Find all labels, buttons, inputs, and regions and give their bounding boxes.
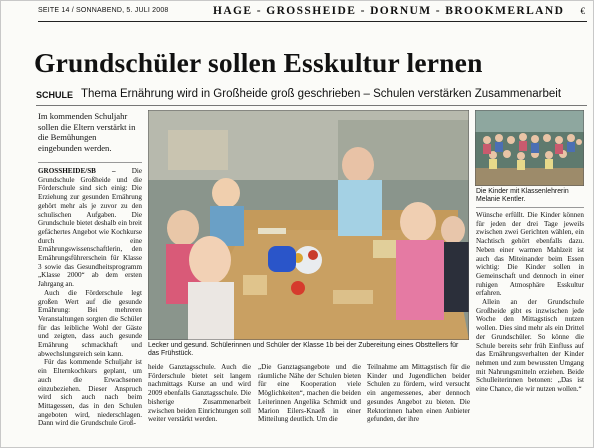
article-column-3: „Die Ganztagsangebote und die räumliche Nähe der Schulen bieten für eine Kooperation viele Möglichkeiten“, machen die beiden Leiterinnen Angelika Schmidt und Marion Eilers-Knaeß in einer Mitteilung deutlich. Um die bbox=[258, 363, 361, 424]
article-column-1 bbox=[38, 167, 142, 431]
header-divider bbox=[38, 21, 587, 22]
main-photo-caption: Lecker und gesund. Schülerinnen und Schüler der Klasse 1b bei der Zubereitung eines Obsttellers für das Frühstück. bbox=[148, 342, 459, 358]
caption-divider bbox=[476, 207, 584, 208]
column-5-paragraph-2: Allein an der Grundschule Großheide gibt es inzwischen jede Woche den Mittagstisch nutzen wollen. Dies sind mehr als ein Drittel der Grundschüler. So könne die Schule bereits sehr früh Einfluss auf das Ernährungsverhalten der Kinder nehmen und zum bewussten Umgang mit Nahrungsmitteln erziehen. Beide Schulleiterinnen betonen: „Das ist eine Chance, die wir nutzen wollen.“ bbox=[476, 298, 584, 394]
group-photo-caption: Die Kinder mit Klassenlehrerin Melanie Kentler. bbox=[476, 188, 569, 204]
article-column-4: Teilnahme am Mittagstisch für die Kinder und Jugendlichen beider Schulen zu fördern, wird versucht ein angemessenes, aber dennoch gesundes Angebot zu bieten. Die Rektorinnen haben einen Anbieter gefunden, der ihre bbox=[367, 363, 470, 424]
column-1-paragraph-3: Für das kommende Schuljahr ist ein Elternkochkurs geplant, um auch die Erwachsenen einzubeziehen. Dieser Anspruch wird sich auch nach beim Mittagessen, das in den Schulen angeboten wird, niederschlagen. Dann wird die Grundschule Groß- bbox=[38, 358, 142, 428]
article-kicker: SCHULE bbox=[36, 90, 74, 100]
class-group-photo bbox=[475, 110, 584, 186]
article-column-5 bbox=[476, 211, 584, 435]
main-photo-children-cooking bbox=[148, 110, 469, 340]
column-1-paragraph-1-text: Die Grundschule Großheide und die Förderschule sind sich einig: Die Erziehung zur gesunden Ernährung gehört mehr als je zuvor zu den schulischen Aufgaben. Die Grundschule bietet deshalb ein breit gefächertes Angebot wie Kochkurse durch eine Ernährungswissenschaftlerin, den Ernährungsführerschein für Klasse 3 sowie das Gesundheitsprogramm „Klasse 2000“ ab dem ersten Jahrgang an. bbox=[38, 167, 142, 289]
running-header-section: HAGE - GROSSHEIDE - DORNUM - BROOKMERLAND bbox=[213, 5, 565, 17]
column-1-paragraph-2: Auch die Förderschule legt großen Wert auf die gesunde Ernährung: Bei mehreren Veranstaltungen sorgten die Schüler für das leibliche Wohl der Gäste und zeigten, dass auch gesunde Ernährung schmackhaft und abwechslungsreich sein kann. bbox=[38, 288, 142, 358]
article-subheadline: Thema Ernährung wird in Großheide groß geschrieben – Schulen verstärken Zusammenarbeit bbox=[81, 88, 562, 100]
article-headline: Grundschüler sollen Esskultur lernen bbox=[34, 47, 483, 78]
intro-divider bbox=[38, 162, 142, 163]
column-5-paragraph-1: Wünsche erfüllt. Die Kinder können für jeden der drei Tage jeweils zwischen zwei Gerichten wählen, ein Nachtisch gehört ebenfalls dazu. Neben einer warmen Mahlzeit ist auch das Miteinander beim Essen wichtig: Die Kinder sollen in Gemeinschaft und dennoch in einer ruhigen Atmosphäre Esskultur erfahren. bbox=[476, 211, 584, 298]
article-column-2: heide Ganztagsschule. Auch die Förderschule bietet seit langem nachmittags Kurse an und wird 2009 ebenfalls Ganztagsschule. Die bisherige Zusammenarbeit zwischen beiden Einrichtungen soll weiter verstärkt werden. bbox=[148, 363, 251, 424]
column-1-paragraph-1 bbox=[38, 167, 142, 289]
group-photo-illustration bbox=[475, 110, 584, 186]
running-header-page-date: SEITE 14 / SONNABEND, 5. JULI 2008 bbox=[38, 7, 169, 14]
main-photo-illustration bbox=[148, 110, 469, 340]
article-dateline: GROSSHEIDE/SB – bbox=[38, 167, 116, 175]
article-intro: Im kommenden Schuljahr sollen die Eltern verstärkt in die Bemühungen eingebunden werden. bbox=[38, 111, 136, 153]
running-header-currency-mark: € bbox=[580, 6, 585, 16]
subheadline-divider bbox=[36, 105, 587, 106]
